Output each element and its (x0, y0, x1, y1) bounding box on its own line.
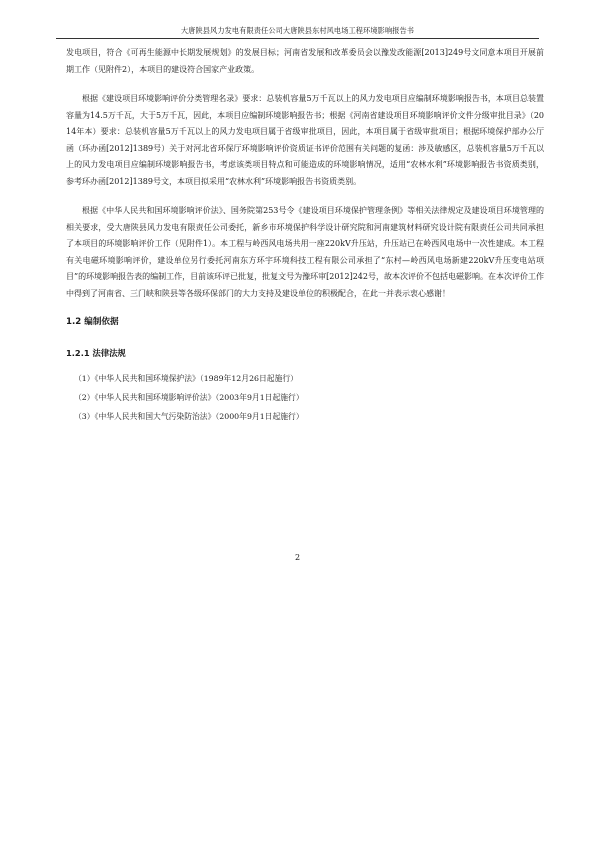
subsection-title: 法律法规 (92, 348, 126, 358)
subsection-heading (66, 346, 544, 360)
section-title: 编制依据 (84, 317, 119, 327)
page-number: 2 (294, 553, 301, 562)
page-body (66, 45, 544, 426)
section-number: 1.2 (66, 317, 82, 327)
header-rule (56, 38, 539, 39)
law-item: （3）《中华人民共和国大气污染防治法》（2000年9月1日起施行） (74, 412, 304, 421)
paragraph-industry-policy: 发电项目，符合《可再生能源中长期发展规划》的发展目标；河南省发展和改革委员会以豫发改能源[2013]249号文同意本项目开展前期工作（见附件2），本项目的建设符合国家产业政策。 (66, 48, 544, 74)
law-list (66, 369, 544, 426)
paragraph-commission: 根据《中华人民共和国环境影响评价法》、国务院第253号令《建设项目环境保护管理条例》等相关法律规定及建设项目环境管理的相关要求，受大唐陕县风力发电有限责任公司委托，新乡市环境保护科学设计研究院和河南建筑材料研究设计院有限责任公司共同承担了本项目的环境影响评价工作（见附件1）。本工程与岭西风电场共用一座220kV升压站，升压站已在岭西风电场中一次性建成。本工程有关电磁环境影响评价，建设单位另行委托河南东方环宇环境科技工程有限公司承担了“东村—岭西风电场新建220kV升压变电站项目”的环境影响报告表的编制工作，目前该环评已批复，批复文号为豫环审[2012]242号，故本次评价不包括电磁影响。在本次评价工作中得到了河南省、三门峡和陕县等各级环保部门的大力支持及建设单位的积极配合，在此一并表示衷心感谢！ (66, 206, 544, 298)
paragraph-classification: 根据《建设项目环境影响评价分类管理名录》要求：总装机容量5万千瓦以上的风力发电项目应编制环境影响报告书，本项目总装置容量为14.5万千瓦，大于5万千瓦，因此，本项目应编制环境影响报告书；根据《河南省建设项目环境影响评价文件分级审批目录》（2014年本）要求：总装机容量5万千瓦以上的风力发电项目属于省级审批项目，因此，本项目属于省级审批项目；根据环境保护部办公厅函（环办函[2012]1389号）关于对河北省环保厅环境影响评价资质证书评价范围有关问题的复函：涉及敏感区，总装机容量5万千瓦以上的风力发电项目应编制环境影响报告书，考虑该类项目特点和可能造成的环境影响情况，适用“农林水利”环境影响报告书资质类别，参考环办函[2012]1389号文，本项目拟采用“农林水利”环境影响报告书资质类别。 (66, 94, 544, 186)
law-item: （1）《中华人民共和国环境保护法》（1989年12月26日起施行） (74, 374, 298, 383)
subsection-number: 1.2.1 (66, 348, 90, 358)
running-header: 大唐陕县风力发电有限责任公司大唐陕县东村风电场工程环境影响报告书 (180, 26, 415, 35)
law-item: （2）《中华人民共和国环境影响评价法》（2003年9月1日起施行） (74, 393, 304, 402)
section-heading (66, 315, 544, 329)
